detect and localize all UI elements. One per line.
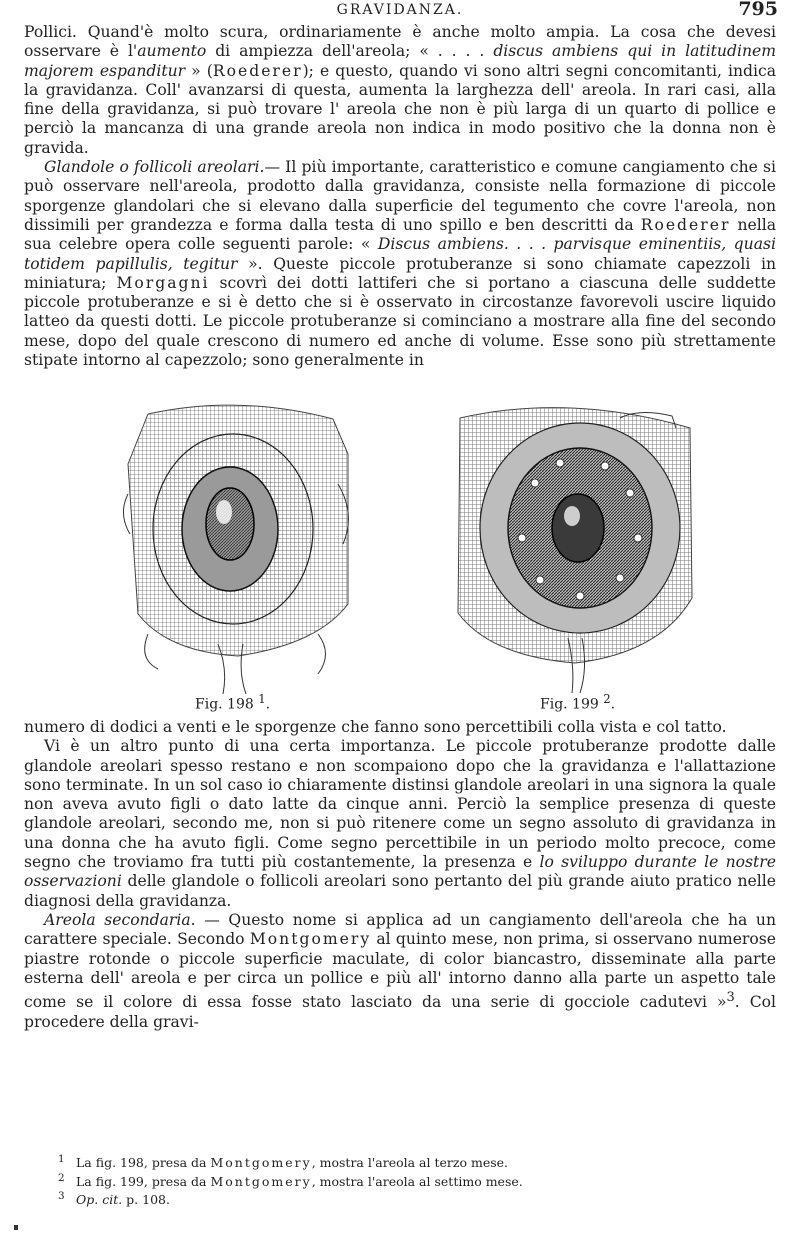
paragraph-continuation: numero di dodici a venti e le sporgenze che fanno sono percettibili colla vista e col tatto. xyxy=(24,718,727,736)
figures-row xyxy=(0,392,800,752)
paragraph-areola-size: Pollici. Quand'è molto scura, ordinariamente è anche molto ampia. La cosa che devesi osservare è l'aumento di ampiezza dell'areola; « . . . . discus ambiens qui in latitudinem majorem espanditur » (Roederer); e questo, quando vi sono altri segni concomitanti, indica la gravidanza. Coll' avanzarsi di questa, aumenta la larghezza dell' areola. In rari casi, alla fine della gravidanza, si può trovare l' areola che non è più larga di un quarto di pollice e perciò la mancanza di una grande areola non indica in modo positivo che la donna non è gravida. xyxy=(24,23,776,157)
footnote: $^3$ Op. cit. p. 108. xyxy=(58,1190,170,1208)
paragraph-areola-secondaria: Areola secondaria. — Questo nome si applica ad un cangiamento dell'areola che ha un carattere speciale. Secondo Montgomery al quinto mese, non prima, si osservano numerose piastre rotonde o piccole superficie maculate, di color biancastro, disseminate alla parte esterna dell' areola e per circa un pollice e più all' intorno danno alla parte un aspetto tale come se il colore di essa fosse stato lasciato da una serie di gocciole cadutevi »$^3$. Col procedere della gravi- xyxy=(24,910,776,1031)
figure-198-caption: Fig. 198 $^1$. xyxy=(195,692,271,713)
footnote: $^2$ La fig. 199, presa da Montgomery, mostra l'areola al settimo mese. xyxy=(58,1171,523,1189)
top-text-block xyxy=(24,23,776,370)
running-header-title: GRAVIDANZA. xyxy=(336,2,464,18)
page-number: 795 xyxy=(738,0,778,20)
figure-198-breast-areola-illustration xyxy=(118,394,358,694)
margin-mark xyxy=(14,1225,18,1230)
section-heading: Glandole o follicoli areolari. xyxy=(44,158,265,177)
bottom-text-block xyxy=(24,718,776,1032)
paragraph-glandole: Glandole o follicoli areolari.— Il più importante, caratteristico e comune cangiamento che si può osservare nell'areola, prodotto dalla gravidanza, consiste nella formazione di piccole sporgenze glandolari che si elevano dalla superficie del tegumento che covre l'areola, non dissimili per grandezza e forma dalla testa di uno spillo e ben descritti da Roederer nella sua celebre opera colle seguenti parole: « Discus ambiens. . . . parvisque eminentiis, quasi totidem papillulis, tegitur ». Queste piccole protuberanze si sono chiamate capezzoli in miniatura; Morgagni scovrì dei dotti lattiferi che si portano a ciascuna delle suddette piccole protuberanze e si è detto che si è osservato in circostanze favorevoli uscire liquido latteo da questi dotti. Le piccole protuberanze si cominciano a mostrare alla fine del secondo mese, dopo del quale crescono di numero ed anche di volume. Esse sono più strettamente stipate intorno al capezzolo; sono generalmente in xyxy=(24,158,777,370)
section-heading: Areola secondaria. xyxy=(44,910,196,929)
figure-199-caption: Fig. 199 $^2$. xyxy=(540,692,616,713)
paragraph-persistence: Vi è un altro punto di una certa importanza. Le piccole protuberanze prodotte dalle glandole areolari spesso restano e non scompaiono dopo che la gravidanza e l'allattazione sono terminate. In un sol caso io chiaramente distinsi glandole areolari in una signora la quale non aveva avuto figli o dato latte da cinque anni. Perciò la semplice presenza di queste glandole areolari, secondo me, non si può ritenere come un segno assoluto di gravidanza in una donna che ha avuto figli. Come segno percettibile in un periodo molto precoce, come segno che troviamo fra tutti più costantemente, la presenza e lo sviluppo durante le nostre osservazioni delle glandole o follicoli areolari sono pertanto del più grande aiuto pratico nelle diagnosi della gravidanza. xyxy=(24,737,776,910)
footnotes xyxy=(58,1152,778,1208)
footnote: $^1$ La fig. 198, presa da Montgomery, mostra l'areola al terzo mese. xyxy=(58,1153,509,1171)
figure-199-breast-areola-illustration xyxy=(440,388,700,698)
